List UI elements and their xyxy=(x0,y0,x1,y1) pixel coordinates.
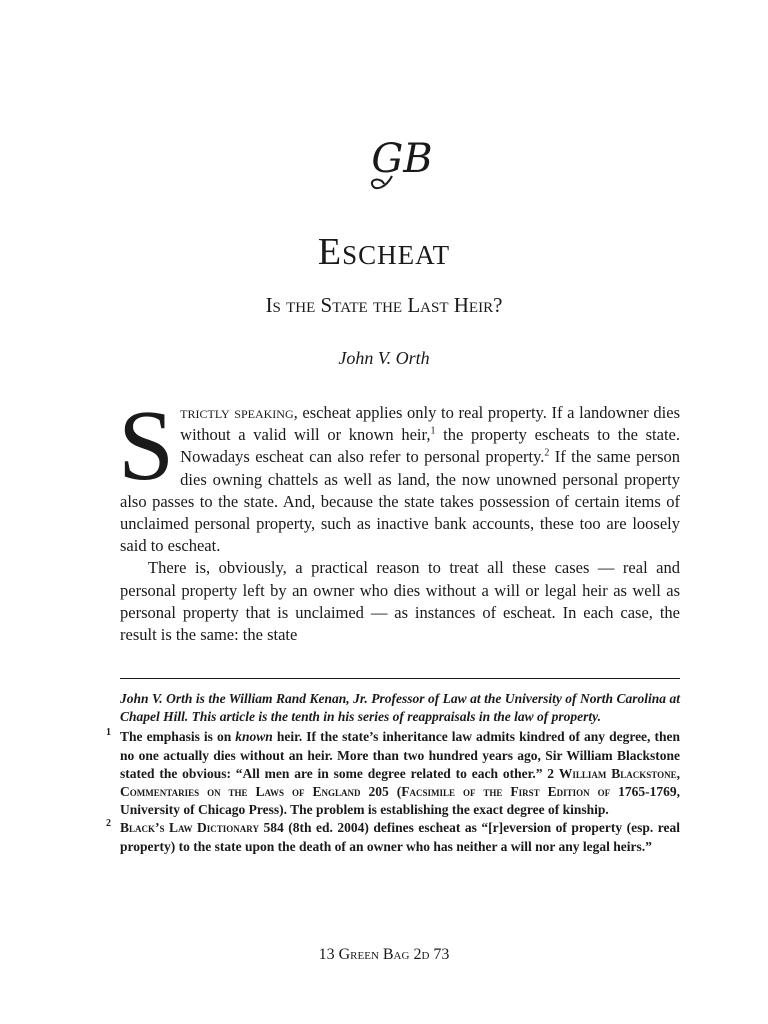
article-title: Escheat xyxy=(317,231,451,273)
body-text: , escheat applies only to real property. If a landowner dies without a valid will or known heir, xyxy=(180,403,681,445)
lead-in-small-caps: trictly speaking xyxy=(180,403,294,422)
article-body xyxy=(118,389,681,646)
body-paragraph-1 xyxy=(118,389,681,557)
footnote-text: The emphasis is on xyxy=(120,729,236,745)
footnote-text: 584 (8th ed. 2004) defines escheat as “[r]eversion of property (esp. real property) to the state upon the death of an owner who has neither a will nor any legal heirs.” xyxy=(120,820,680,854)
footnotes xyxy=(106,690,680,856)
footnote-1-number: 1 xyxy=(106,727,111,739)
article-subtitle: Is the State the Last Heir? xyxy=(265,293,503,317)
citation-small-caps: Black’s Law Dictionary xyxy=(120,820,259,836)
footnote-1 xyxy=(106,727,680,819)
body-text: If the same person dies owning chattels as well as land, the now unowned personal property also passes to the state. And, because the state takes possession of certain items of unclaimed personal property, such as inactive bank accounts, these too are loosely said to escheat. xyxy=(120,447,680,556)
footnote-ref-1: 1 xyxy=(430,425,436,437)
footnote-text: , University of Chicago Press). The problem is establishing the exact degree of kinship. xyxy=(120,784,680,818)
footnote-2 xyxy=(106,818,680,855)
page-folio: 13 Green Bag 2d 73 xyxy=(318,946,450,963)
footnote-divider xyxy=(120,678,680,679)
footnote-emphasis: known xyxy=(235,729,273,745)
green-bag-monogram-logo xyxy=(362,126,442,196)
footnote-2-number: 2 xyxy=(106,818,111,830)
citation-small-caps: William Blackstone, Commentaries on the Laws of England 205 (Facsimile of the First Edition of 1765-1769 xyxy=(120,765,680,800)
body-paragraph-2: There is, obviously, a practical reason to treat all these cases — real and personal property left by an owner who dies without a will or legal heir as well as personal property that is unclaimed — as instances of escheat. In each case, the result is the same: the state xyxy=(120,558,680,645)
body-text: the property escheats to the state. Nowadays escheat can also refer to personal property. xyxy=(180,425,680,467)
author-name: John V. Orth xyxy=(338,348,430,368)
footnote-text: heir. If the state’s inheritance law admits kindred of any degree, then no one actually dies without an heir. More than two hundred years ago, Sir William Blackstone stated the obvious: “All men are in some degree related to each other.” 2 xyxy=(120,729,680,781)
monogram-text: GB xyxy=(371,136,433,182)
footnote-ref-2: 2 xyxy=(544,447,550,459)
drop-cap: S xyxy=(118,389,175,501)
author-bio-note: John V. Orth is the William Rand Kenan, Jr. Professor of Law at the University of North Carolina at Chapel Hill. This article is the tenth in his series of reappraisals in the law of property. xyxy=(120,691,680,725)
